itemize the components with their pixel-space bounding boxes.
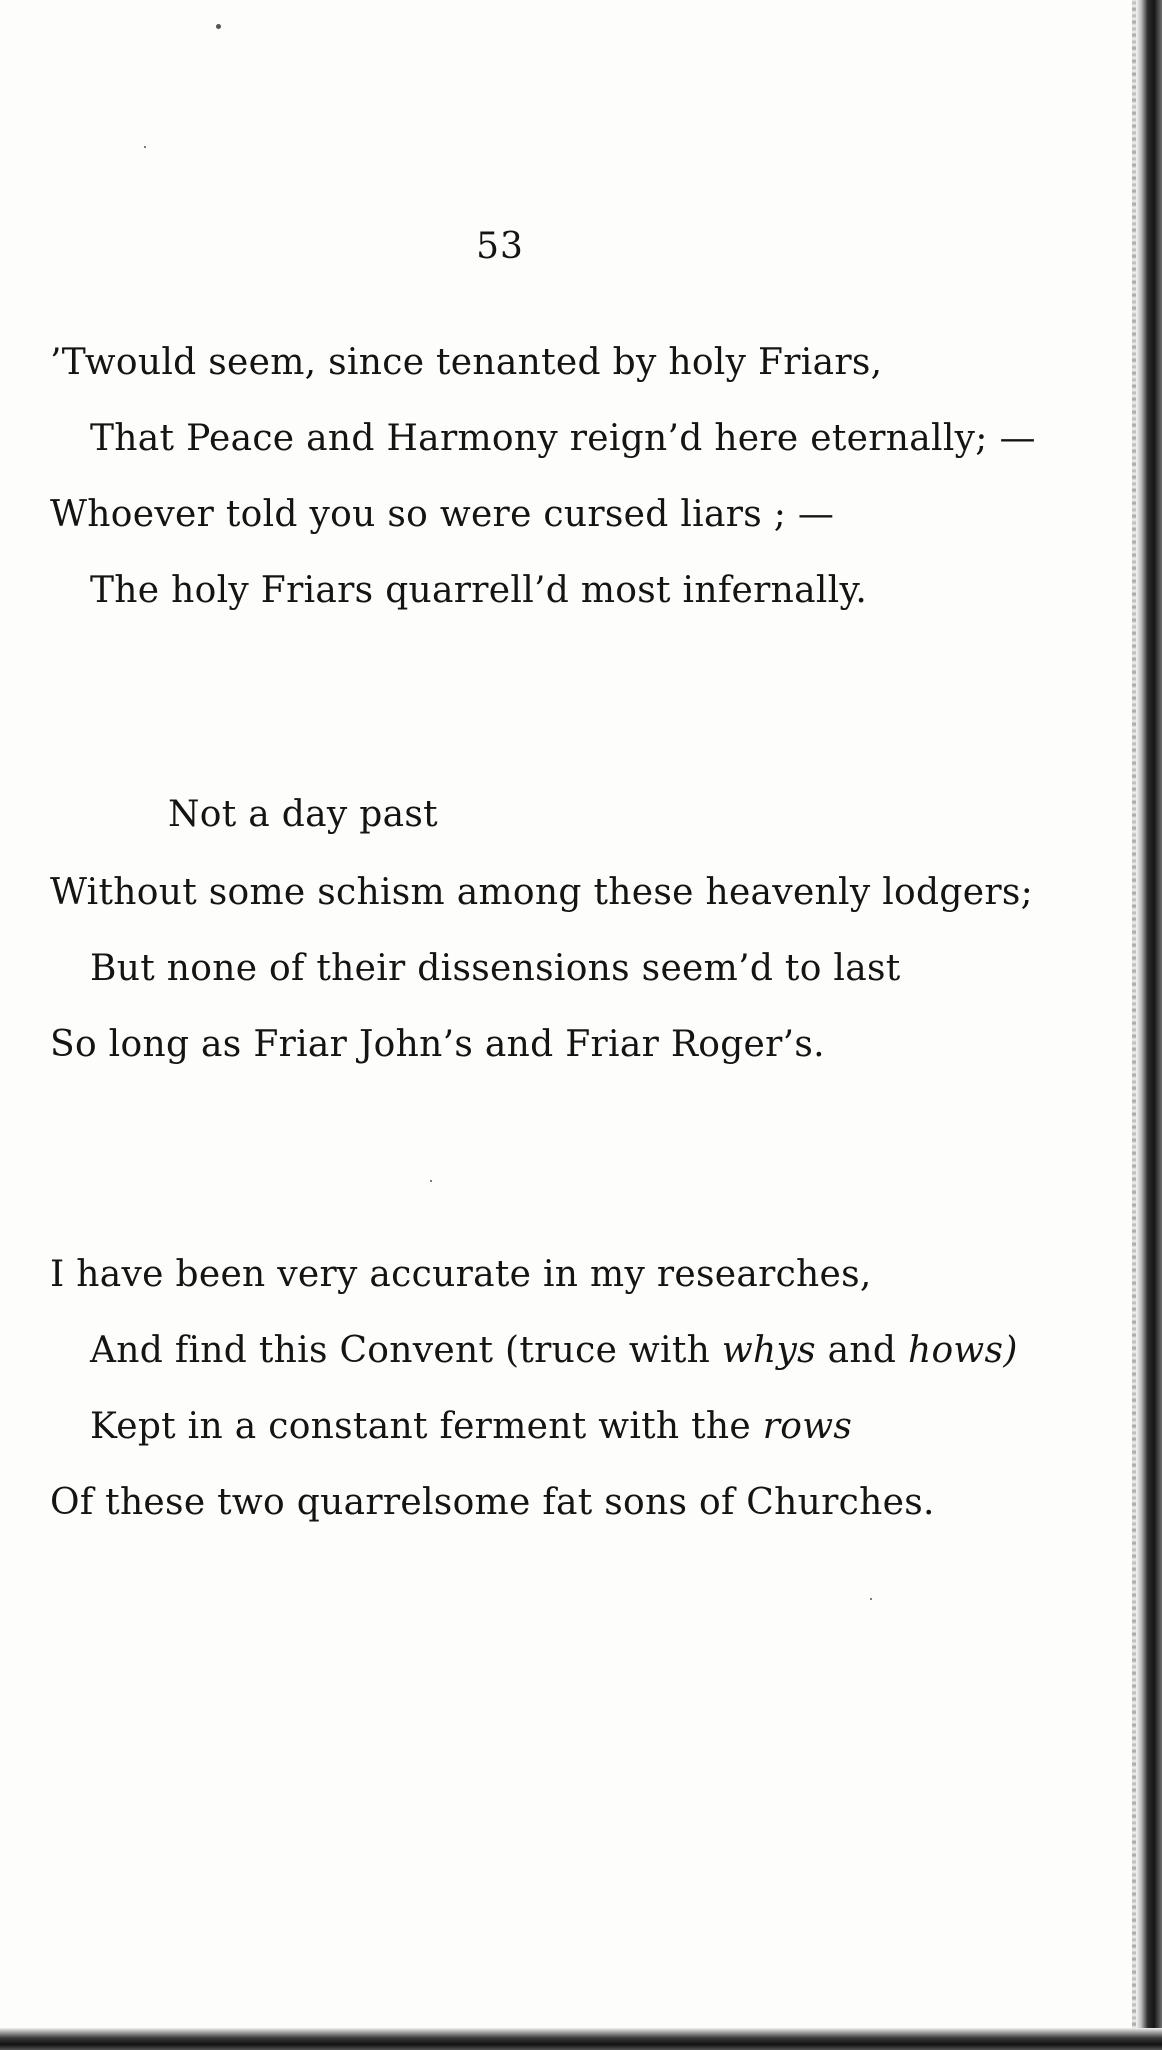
verse-line: The holy Friars quarrell’d most infernally.: [90, 570, 868, 611]
ink-speck: [144, 146, 146, 148]
italic-word: rows: [762, 1406, 853, 1447]
verse-text: and: [815, 1330, 908, 1371]
verse-text: Kept in a constant ferment with the: [90, 1406, 763, 1447]
ink-speck: [430, 1180, 432, 1182]
verse-line: [90, 1330, 1018, 1371]
page-number: 53: [476, 226, 524, 267]
verse-line: [90, 1406, 852, 1447]
verse-text: And find this Convent (truce with: [90, 1330, 722, 1371]
ink-speck: [870, 1598, 872, 1600]
verse-line: Whoever told you so were cursed liars ; —: [50, 494, 835, 535]
verse-line: Of these two quarrelsome fat sons of Churches.: [50, 1482, 935, 1523]
verse-line: Without some schism among these heavenly lodgers;: [50, 872, 1034, 913]
italic-word: hows: [907, 1330, 1004, 1371]
page-edge-right: [1136, 0, 1162, 2050]
italic-word: whys: [721, 1330, 816, 1371]
verse-line: So long as Friar John’s and Friar Roger’s.: [50, 1024, 825, 1065]
verse-line: That Peace and Harmony reign’d here eternally; —: [90, 418, 1036, 459]
verse-line: Not a day past: [168, 794, 438, 835]
verse-line: I have been very accurate in my researches,: [50, 1254, 872, 1295]
verse-line: ’Twould seem, since tenanted by holy Friars,: [50, 342, 883, 383]
page-edge-bottom: [0, 2028, 1162, 2050]
ink-speck: [216, 24, 221, 29]
verse-text: ): [1003, 1330, 1018, 1371]
verse-line: But none of their dissensions seem’d to last: [90, 948, 901, 989]
